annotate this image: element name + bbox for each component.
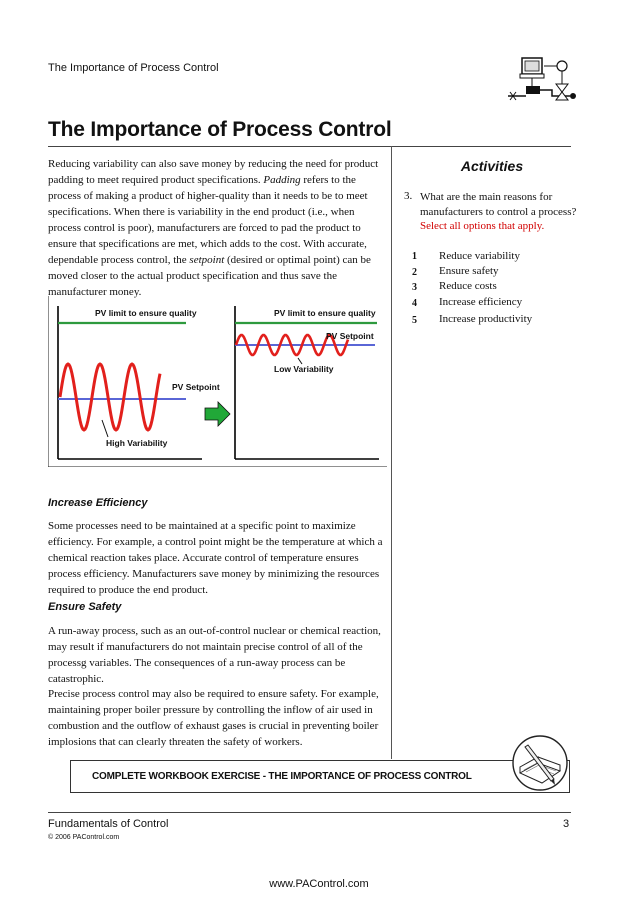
left-setpoint-label: PV Setpoint (172, 382, 220, 392)
intro-paragraph (48, 156, 384, 300)
left-variability-label: High Variability (106, 438, 168, 448)
option-ensure-safety[interactable]: Ensure safety (439, 265, 499, 277)
option-increase-efficiency[interactable]: Increase efficiency (439, 296, 523, 308)
section-title-safety: Ensure Safety (48, 601, 122, 613)
control-loop-illustration-icon (500, 52, 582, 110)
option-number-5: 5 (412, 315, 417, 326)
footer-copyright: © 2006 PAControl.com (48, 834, 120, 841)
option-number-1: 1 (412, 251, 417, 262)
option-increase-productivity[interactable]: Increase productivity (439, 313, 533, 325)
footer-url-link[interactable]: www.PAControl.com (269, 878, 369, 890)
right-variability-label: Low Variability (274, 364, 334, 374)
question-number: 3. (404, 190, 413, 202)
term-padding: Padding (263, 174, 301, 186)
section-text-safety-1: A run-away process, such as an out-of-control nuclear or chemical reaction, may result if manufacturers do not maintain precise control of all of the processg variables. The consequences of a run-away process can be catastrophic. (48, 625, 381, 685)
option-number-4: 4 (412, 298, 417, 309)
activities-title: Activities (460, 158, 524, 174)
right-quality-label: PV limit to ensure quality (274, 308, 376, 318)
option-number-2: 2 (412, 267, 417, 278)
right-setpoint-label: PV Setpoint (326, 331, 374, 341)
left-variability-pointer (102, 420, 108, 437)
title-divider (48, 146, 571, 147)
column-divider (391, 146, 392, 759)
running-header: The Importance of Process Control (48, 62, 219, 74)
footer-divider (48, 812, 571, 813)
option-reduce-variability[interactable]: Reduce variability (439, 250, 520, 262)
variability-diagram (48, 296, 387, 467)
workbook-pencil-icon (508, 733, 572, 793)
left-quality-label: PV limit to ensure quality (95, 308, 197, 318)
question-text: What are the main reasons for manufacturers to control a process? (420, 191, 577, 218)
option-number-3: 3 (412, 282, 417, 293)
workbook-exercise-label[interactable]: COMPLETE WORKBOOK EXERCISE - THE IMPORTANCE OF PROCESS CONTROL (92, 771, 472, 782)
page-title: The Importance of Process Control (48, 118, 392, 141)
page-number: 3 (563, 818, 570, 830)
intro-text-part2: refers to the process of making a product of higher-quality than it needs to be to meet specifications. When there is variability in the end product (i.e., when process control is poor), manufacturers are forced to pad the product to ensure that specifications are met, which adds to the cost. With accurate, dependable process control, the (48, 174, 368, 266)
transition-arrow (205, 402, 230, 426)
section-title-efficiency: Increase Efficiency (48, 497, 148, 509)
section-text-safety-2: Precise process control may also be required to ensure safety. For example, maintaining proper boiler pressure by controlling the inflow of air used in combustion and the outflow of exhaust gases is crucial in preventing boiler implosions that can clearly threaten the safety of workers. (48, 688, 379, 748)
section-text-efficiency: Some processes need to be maintained at a specific point to maximize efficiency. For example, a control point might be the temperature at which a chemical reaction takes place. Accurate control of temperature ensures process efficiency. Manufacturers save money by minimizing the resources required to produce the end product. (48, 520, 383, 596)
left-high-variability-wave (60, 364, 160, 430)
intro-text-part3: (desired or optimal point) can be moved closer to the actual product specification and thus save the manufacturer money. (48, 254, 371, 298)
question-instruction: Select all options that apply. (420, 220, 545, 232)
footer-course-title: Fundamentals of Control (48, 818, 169, 830)
term-setpoint: setpoint (189, 254, 225, 266)
intro-text-part1: Reducing variability can also save money by reducing the need for product padding to meet required product specifications. (48, 158, 379, 186)
option-reduce-costs[interactable]: Reduce costs (439, 280, 497, 292)
